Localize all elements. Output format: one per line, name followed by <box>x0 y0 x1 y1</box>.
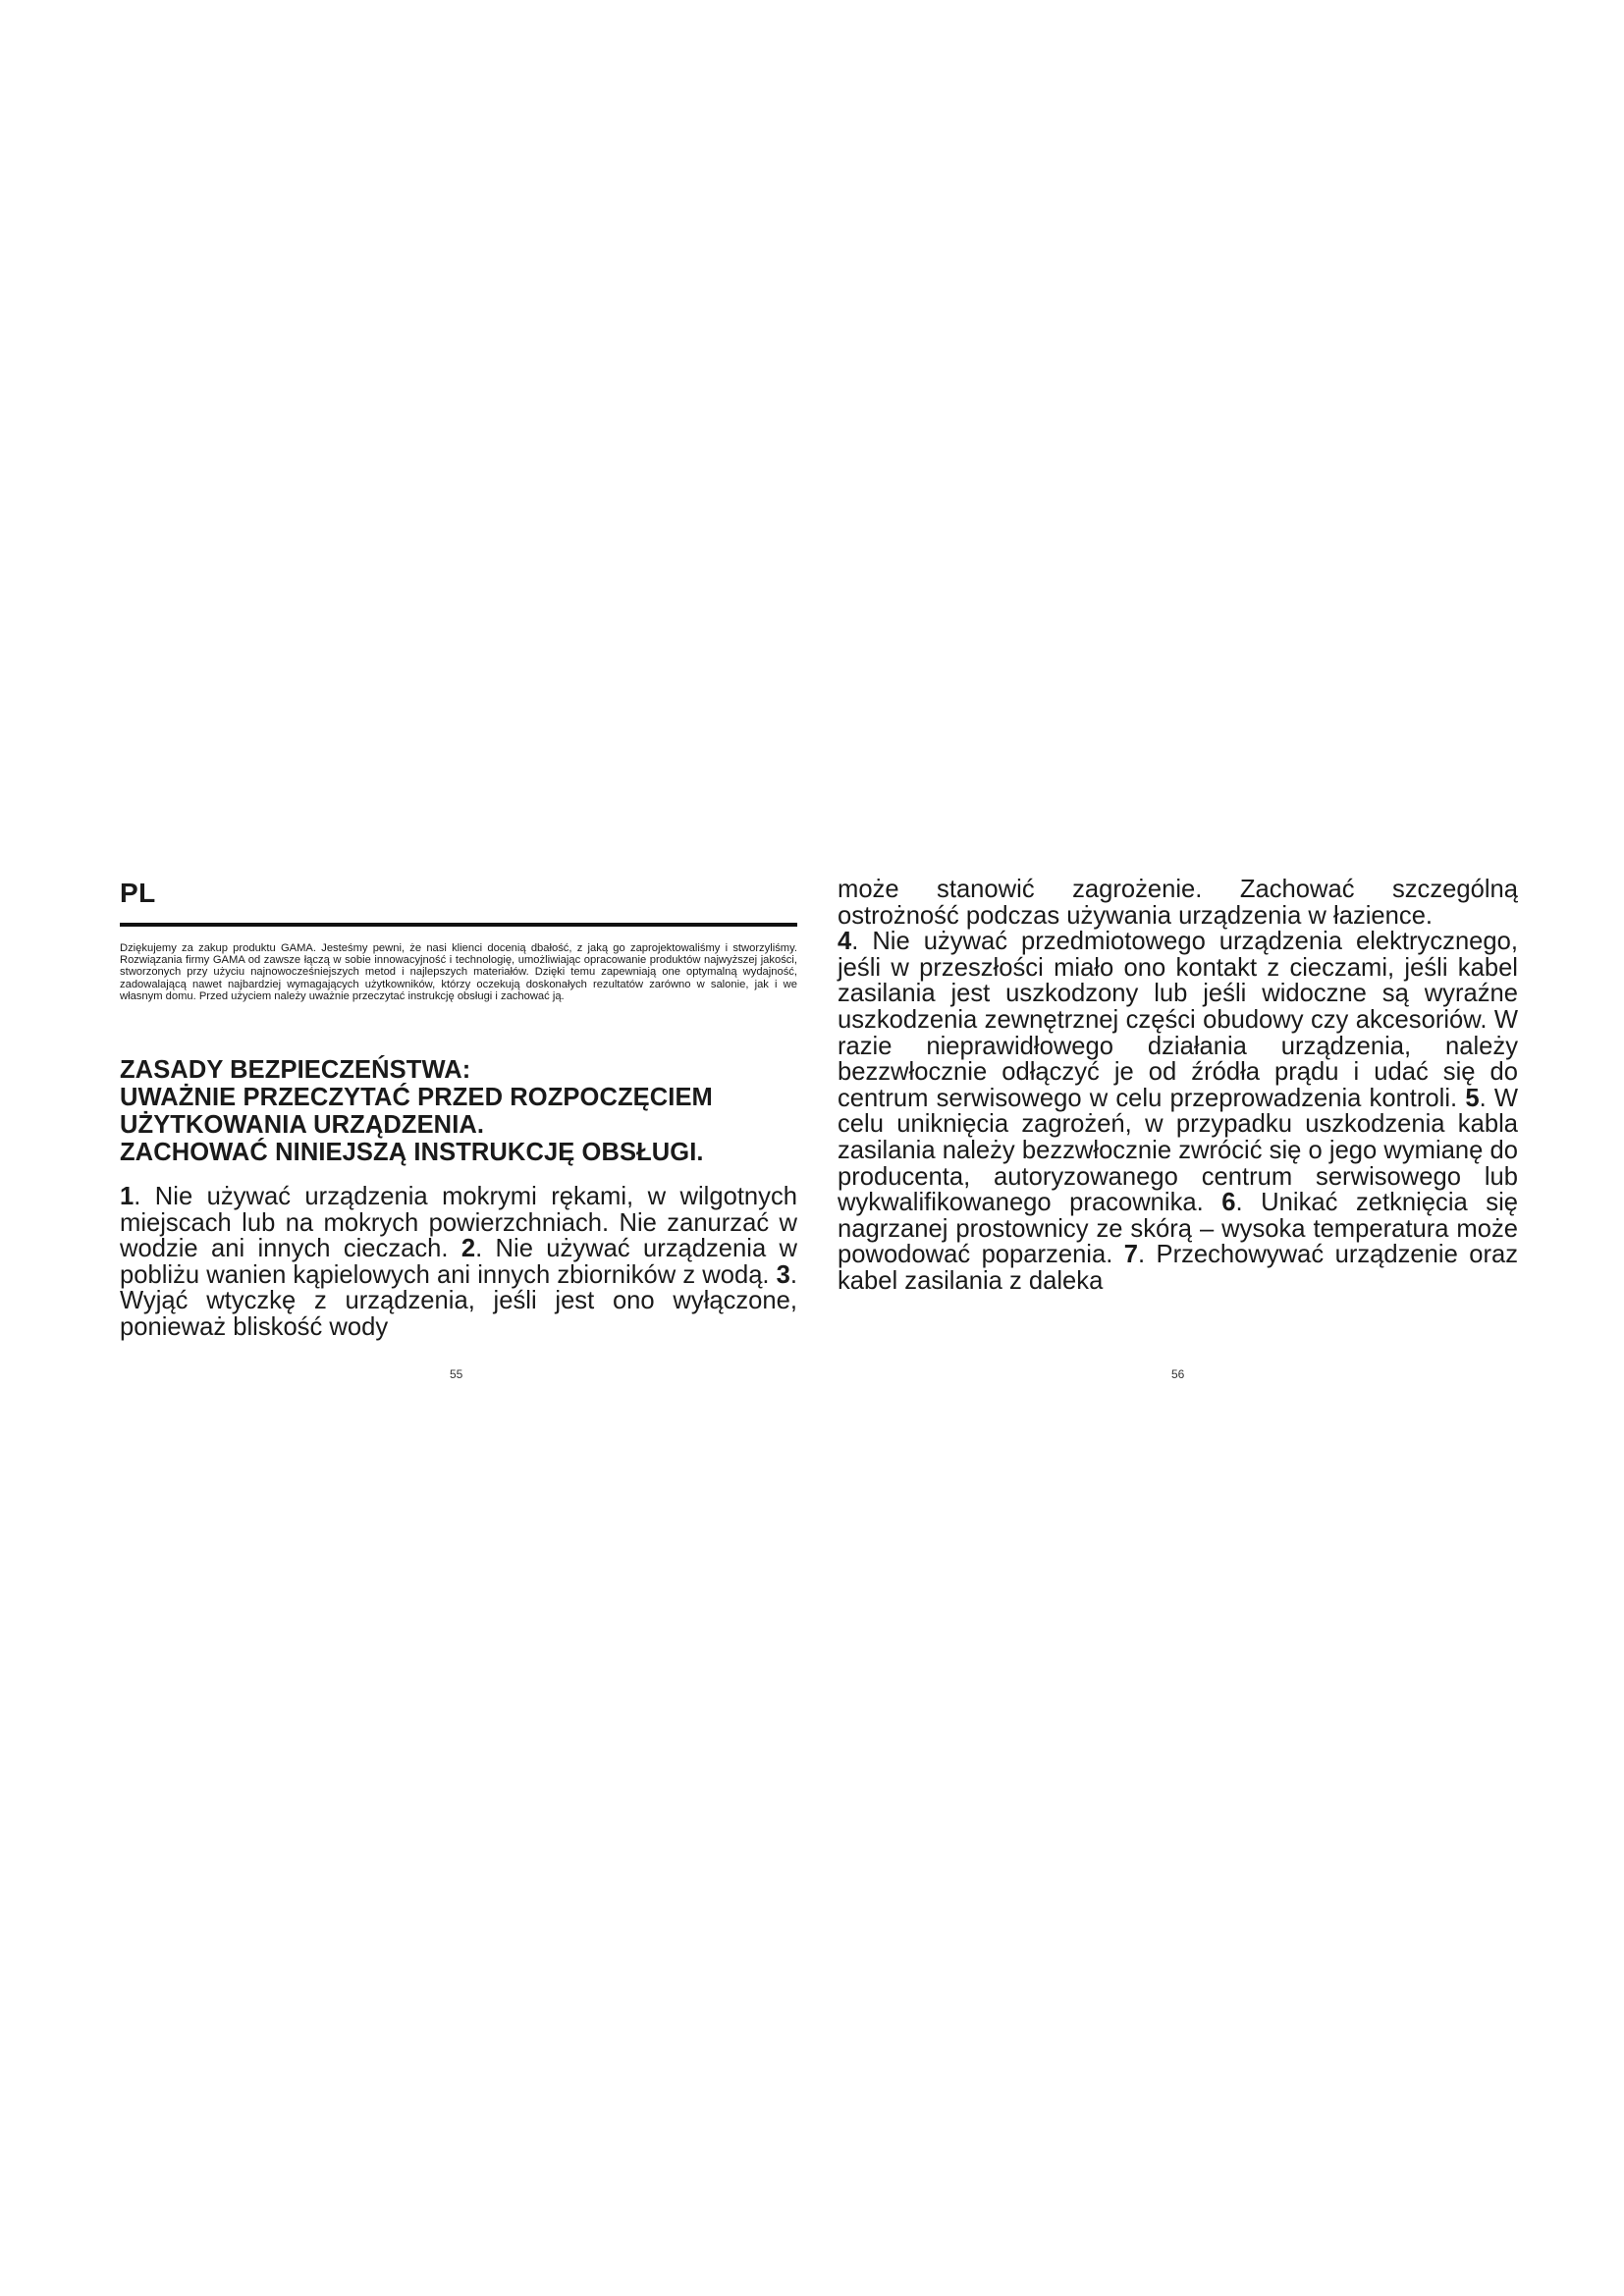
item-number: 6 <box>1221 1189 1236 1217</box>
language-code: PL <box>120 878 156 908</box>
header-rule <box>120 923 797 927</box>
continued-text: może stanowić zagrożenie. Zachować szczególną ostrożność podczas używania urządzenia w łazience. <box>838 876 1518 930</box>
item-text: . Przechowywać urządzenie oraz kabel zasilania z daleka <box>838 1241 1518 1295</box>
item-number: 1 <box>120 1183 135 1211</box>
safety-body-right <box>838 877 1518 1295</box>
item-text: . Nie używać przedmiotowego urządzenia elektrycznego, jeśli w przeszłości miało ono kontakt z cieczami, jeśli kabel zasilania jest uszkodzony lub jeśli widoczne są wyraźne uszkodzenia zewnętrznej części obudowy czy akcesoriów. W razie nieprawidłowego działania urządzenia, należy bezzwłocznie odłączyć je od źródła prądu i udać się do centrum serwisowego w celu przeprowadzenia kontroli. <box>838 928 1518 1112</box>
safety-body-left <box>120 1184 797 1341</box>
heading-line: UŻYTKOWANIA URZĄDZENIA. <box>120 1111 485 1140</box>
heading-line: ZACHOWAĆ NINIEJSZĄ INSTRUKCJĘ OBSŁUGI. <box>120 1139 704 1167</box>
item-number: 2 <box>460 1235 476 1263</box>
item-number: 4 <box>838 928 852 956</box>
item-number: 7 <box>1123 1241 1138 1269</box>
item-text: . Wyjąć wtyczkę z urządzenia, jeśli jest ono wyłączone, ponieważ bliskość wody <box>120 1260 798 1341</box>
safety-heading <box>120 1056 797 1166</box>
heading-line: ZASADY BEZPIECZEŃSTWA: <box>120 1056 471 1085</box>
item-text: . Nie używać urządzenia mokrymi rękami, w wilgotnych miejscach lub na mokrych powierzchniach. Nie zanurzać w wodzie ani innych cieczach. <box>120 1183 797 1263</box>
item-number: 3 <box>776 1260 790 1289</box>
page-number-left: 55 <box>450 1367 463 1381</box>
page-number-right: 56 <box>1171 1367 1185 1381</box>
item-text: . Nie używać urządzenia w pobliżu wanien kąpielowych ani innych zbiorników z wodą. <box>120 1235 797 1289</box>
right-page <box>838 877 1518 1295</box>
item-number: 5 <box>1465 1084 1480 1112</box>
heading-line: UWAŻNIE PRZECZYTAĆ PRZED ROZPOCZĘCIEM <box>120 1084 713 1112</box>
intro-paragraph: Dziękujemy za zakup produktu GAMA. Jesteśmy pewni, że nasi klienci docenią dbałość, z jaką go zaprojektowaliśmy i stworzyliśmy. Rozwiązania firmy GAMA od zawsze łączą w sobie innowacyjność i technologię, umożliwiając opracowanie produktów najwyższej jakości, stworzonych przy użyciu najnowocześniejszych metod i najlepszych materiałów. Dzięki temu zapewniają one optymalną wydajność, zadowalającą nawet najbardziej wymagających użytkowników, którzy oczekują doskonałych rezultatów zarówno w salonie, jak i we własnym domu. Przed użyciem należy uważnie przeczytać instrukcję obsługi i zachować ją. <box>120 942 797 1002</box>
item-text: . Unikać zetknięcia się nagrzanej prostownicy ze skórą – wysoka temperatura może powodować poparzenia. <box>838 1189 1519 1269</box>
left-page <box>120 877 797 1341</box>
item-text: . W celu uniknięcia zagrożeń, w przypadku uszkodzenia kabla zasilania należy bezzwłocznie zwrócić się o jego wymianę do producenta, autoryzowanego centrum serwisowego lub wykwalifikowanego pracownika. <box>838 1084 1518 1217</box>
